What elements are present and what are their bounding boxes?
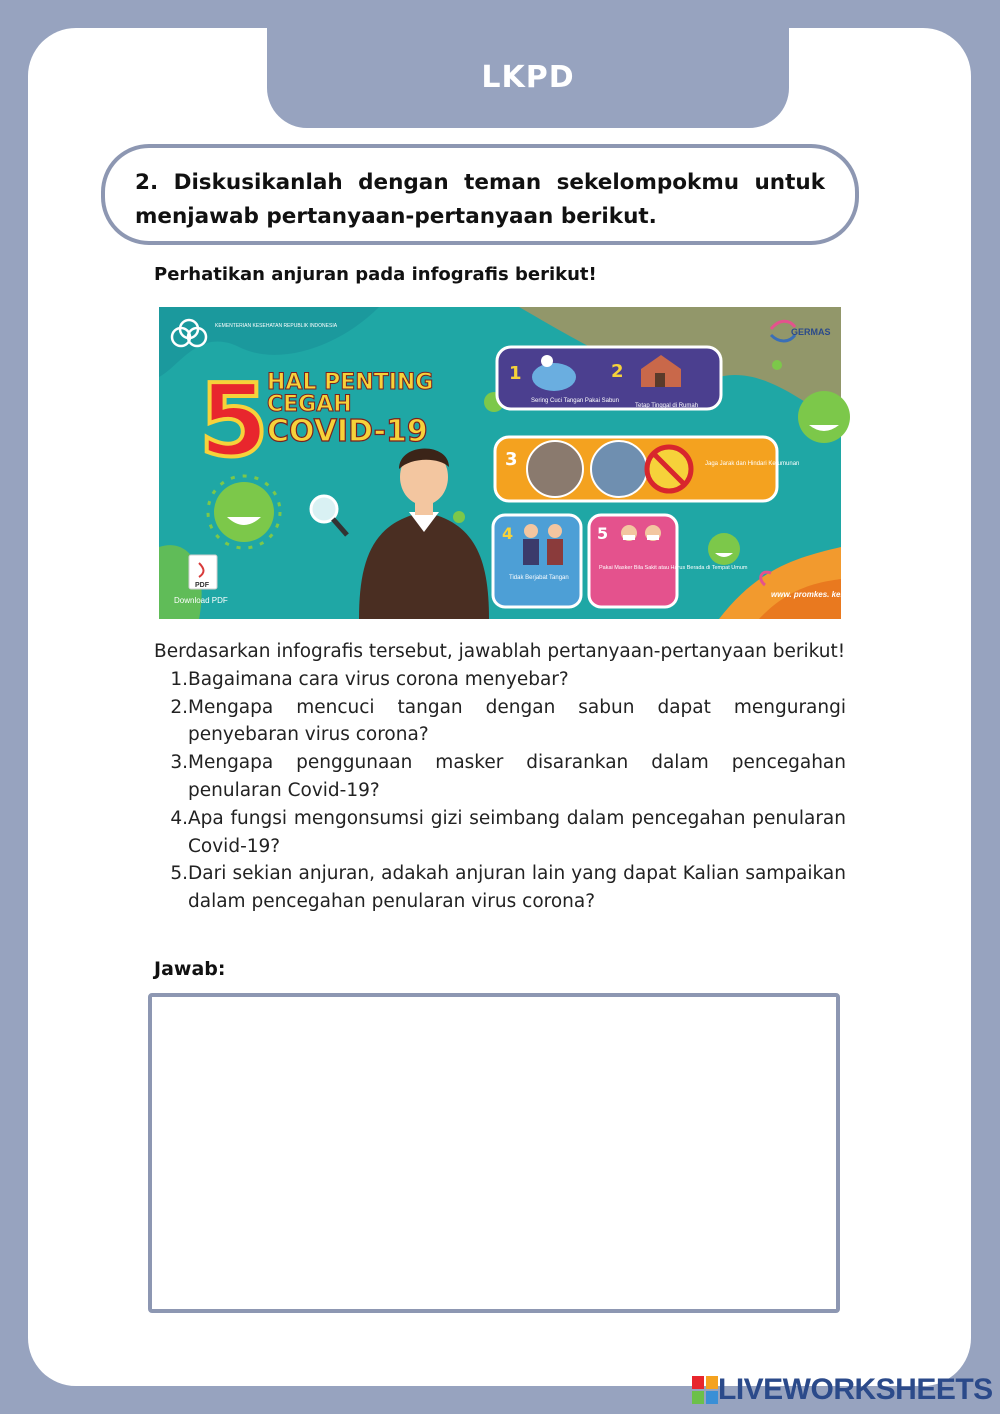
tip-3-number: 3 xyxy=(505,449,518,470)
tip-4-label: Tidak Berjabat Tangan xyxy=(509,575,569,581)
question-item xyxy=(154,805,846,861)
question-number: 1. xyxy=(170,668,188,690)
header-tab xyxy=(267,28,789,128)
virus-icon xyxy=(453,511,465,523)
question-section xyxy=(154,638,846,916)
question-text: Mengapa penggunaan masker disarankan dalam pencegahan penularan Covid-19? xyxy=(188,752,846,801)
title-line-1: HAL PENTING xyxy=(267,370,434,395)
question-item xyxy=(154,666,846,694)
question-number: 5. xyxy=(170,863,188,885)
tip-1-label: Sering Cuci Tangan Pakai Sabun xyxy=(531,398,619,404)
download-pdf-label: Download PDF xyxy=(174,596,228,605)
tip-5-label: Pakai Masker Bila Sakit atau Harus Berada di Tempat Umum xyxy=(599,565,748,571)
question-number: 3. xyxy=(170,752,188,774)
answer-label: Jawab: xyxy=(154,958,226,980)
distance-scene-icon xyxy=(527,441,583,497)
bus-scene-icon xyxy=(591,441,647,497)
tip-1-number: 1 xyxy=(509,363,522,384)
tip-2-label: Tetap Tinggal di Rumah xyxy=(635,403,699,409)
tip-4-number: 4 xyxy=(502,524,514,543)
ministry-name: KEMENTERIAN KESEHATAN REPUBLIK INDONESIA xyxy=(215,323,338,329)
tip-2-number: 2 xyxy=(611,361,624,382)
page-title: LKPD xyxy=(481,60,575,95)
question-text: Dari sekian anjuran, adakah anjuran lain yang dapat Kalian sampaikan dalam pencegahan penularan virus corona? xyxy=(188,863,846,913)
liveworksheets-brand xyxy=(692,1373,993,1407)
question-text: Bagaimana cara virus corona menyebar? xyxy=(188,668,569,690)
question-text: Mengapa mencuci tangan dengan sabun dapat mengurangi penyebaran virus corona? xyxy=(188,696,846,746)
question-number: 2. xyxy=(170,696,188,718)
big-number: 5 xyxy=(199,362,269,479)
question-intro: Berdasarkan infografis tersebut, jawablah pertanyaan-pertanyaan berikut! xyxy=(154,641,846,662)
covid-infographic xyxy=(159,307,883,619)
liveworksheets-logo-icon xyxy=(692,1376,718,1404)
question-number: 4. xyxy=(170,807,188,829)
question-item xyxy=(154,749,846,805)
pdf-badge: PDF xyxy=(195,582,209,589)
question-item xyxy=(154,860,846,916)
answer-textbox[interactable] xyxy=(148,993,840,1313)
title-line-3: COVID-19 xyxy=(267,414,428,449)
virus-icon xyxy=(798,391,850,443)
virus-icon xyxy=(772,360,782,370)
tip-3-label: Jaga Jarak dan Hindari Kerumunan xyxy=(705,461,800,467)
brand-name: LIVEWORKSHEETS xyxy=(718,1373,993,1406)
instruction-box xyxy=(101,144,859,245)
germas-label: GERMAS xyxy=(791,327,831,337)
infographic-heading: Perhatikan anjuran pada infografis berikut! xyxy=(154,264,597,285)
question-list xyxy=(154,666,846,916)
no-crowd-icon xyxy=(647,447,691,491)
website-label: www. promkes. kemkes.go.id xyxy=(771,590,883,599)
title-line-2: CEGAH xyxy=(267,392,352,417)
instruction-text: 2. Diskusikanlah dengan teman sekelompokmu untuk menjawab pertanyaan-pertanyaan berikut. xyxy=(135,170,825,229)
virus-icon xyxy=(708,533,740,565)
tip-5-number: 5 xyxy=(597,524,609,543)
question-text: Apa fungsi mengonsumsi gizi seimbang dalam pencegahan penularan Covid-19? xyxy=(188,807,846,857)
question-item xyxy=(154,694,846,750)
